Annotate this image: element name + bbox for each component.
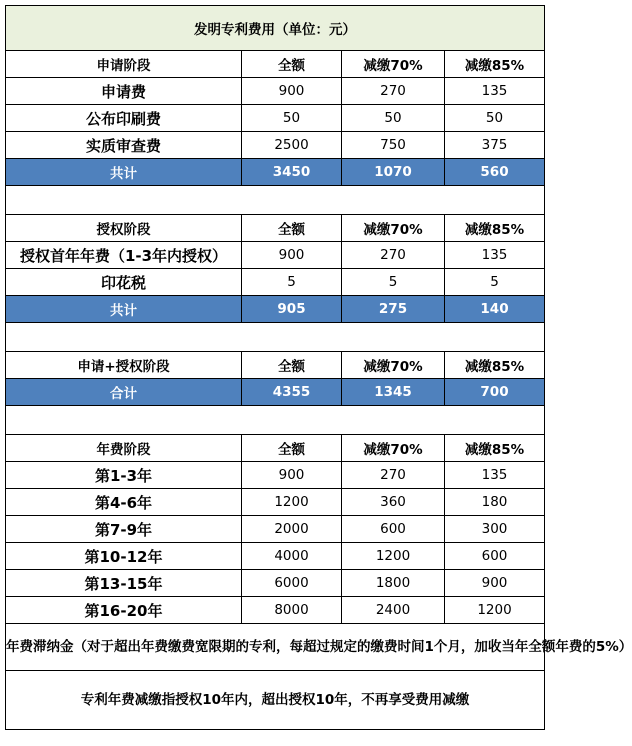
cell-70: 270 [342,242,445,269]
spacer-row [6,406,545,435]
table-row [6,242,545,269]
row-label: 第16-20年 [6,597,242,624]
cell-70: 1800 [342,570,445,597]
reduction-note-row [6,671,545,730]
cell-85: 1200 [445,597,545,624]
row-label: 授权首年年费（1-3年内授权） [6,242,242,269]
cell-85: 900 [445,570,545,597]
stage-header: 年费阶段 [6,435,242,462]
cell-full: 50 [242,105,342,132]
column-header: 减缴70% [342,435,445,462]
stage-header: 申请+授权阶段 [6,352,242,379]
stage-header: 申请阶段 [6,51,242,78]
total-70: 1345 [342,379,445,406]
annual-header-row [6,435,545,462]
column-header: 减缴70% [342,352,445,379]
table-row [6,543,545,570]
column-header: 减缴85% [445,352,545,379]
spacer-row [6,323,545,352]
cell-full: 8000 [242,597,342,624]
grant-header-row [6,215,545,242]
row-label: 第4-6年 [6,489,242,516]
cell-full: 1200 [242,489,342,516]
column-header: 减缴85% [445,435,545,462]
cell-70: 600 [342,516,445,543]
spacer-cell [6,186,545,215]
cell-85: 600 [445,543,545,570]
table-row [6,132,545,159]
stage-header: 授权阶段 [6,215,242,242]
row-label: 申请费 [6,78,242,105]
cell-full: 900 [242,242,342,269]
column-header: 全额 [242,51,342,78]
cell-70: 750 [342,132,445,159]
row-label: 公布印刷费 [6,105,242,132]
cell-70: 1200 [342,543,445,570]
row-label: 第13-15年 [6,570,242,597]
column-header: 全额 [242,215,342,242]
cell-full: 5 [242,269,342,296]
column-header: 减缴85% [445,51,545,78]
late-fee-note: 年费滞纳金（对于超出年费缴费宽限期的专利，每超过规定的缴费时间1个月，加收当年全额年费的5%） [6,624,545,671]
cell-85: 50 [445,105,545,132]
cell-70: 270 [342,462,445,489]
total-85: 700 [445,379,545,406]
total-70: 1070 [342,159,445,186]
combined-header-row [6,352,545,379]
cell-70: 5 [342,269,445,296]
column-header: 全额 [242,435,342,462]
reduction-note: 专利年费减缴指授权10年内，超出授权10年，不再享受费用减缴 [6,671,545,730]
table-row [6,489,545,516]
application-header-row [6,51,545,78]
cell-full: 6000 [242,570,342,597]
total-label: 共计 [6,296,242,323]
cell-85: 180 [445,489,545,516]
row-label: 印花税 [6,269,242,296]
row-label: 第10-12年 [6,543,242,570]
cell-full: 2000 [242,516,342,543]
total-label: 合计 [6,379,242,406]
combined-total-row [6,379,545,406]
table-row [6,570,545,597]
cell-85: 5 [445,269,545,296]
cell-85: 375 [445,132,545,159]
row-label: 第1-3年 [6,462,242,489]
table-row [6,269,545,296]
table-row [6,516,545,543]
total-full: 3450 [242,159,342,186]
column-header: 减缴85% [445,215,545,242]
table-row [6,78,545,105]
patent-fee-table [5,5,632,730]
cell-70: 2400 [342,597,445,624]
total-label: 共计 [6,159,242,186]
cell-full: 900 [242,462,342,489]
table-row [6,105,545,132]
table-row [6,462,545,489]
row-label: 第7-9年 [6,516,242,543]
row-label: 实质审查费 [6,132,242,159]
cell-85: 135 [445,242,545,269]
total-full: 4355 [242,379,342,406]
cell-70: 360 [342,489,445,516]
cell-85: 135 [445,462,545,489]
column-header: 全额 [242,352,342,379]
application-total-row [6,159,545,186]
cell-full: 4000 [242,543,342,570]
column-header: 减缴70% [342,215,445,242]
table-row [6,597,545,624]
total-70: 275 [342,296,445,323]
cell-70: 270 [342,78,445,105]
table-title: 发明专利费用（单位：元） [6,6,545,51]
cell-85: 300 [445,516,545,543]
late-fee-note-row [6,624,545,671]
title-row [6,6,545,51]
cell-70: 50 [342,105,445,132]
cell-85: 135 [445,78,545,105]
grant-total-row [6,296,545,323]
total-85: 140 [445,296,545,323]
spacer-cell [6,323,545,352]
total-85: 560 [445,159,545,186]
spacer-cell [6,406,545,435]
spacer-row [6,186,545,215]
column-header: 减缴70% [342,51,445,78]
cell-full: 900 [242,78,342,105]
cell-full: 2500 [242,132,342,159]
total-full: 905 [242,296,342,323]
